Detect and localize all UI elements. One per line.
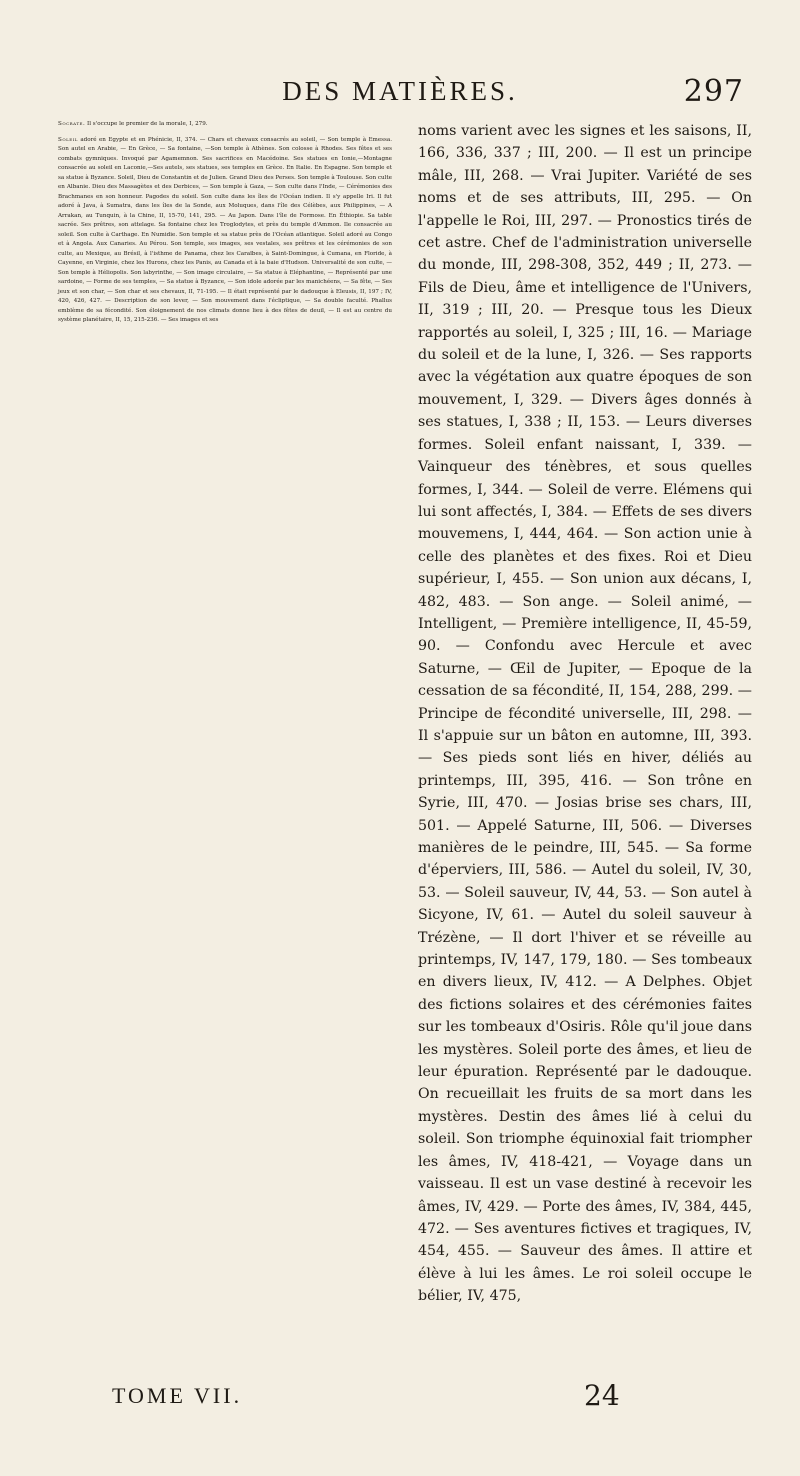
index-entry-socrate bbox=[58, 120, 392, 130]
entry-head-word: Soleil bbox=[58, 136, 78, 143]
right-column bbox=[418, 120, 752, 1314]
entry-head-word: Socrate. bbox=[58, 121, 86, 127]
sheet-number: 24 bbox=[584, 1379, 620, 1412]
page-footer bbox=[0, 1379, 800, 1423]
left-column bbox=[58, 120, 392, 1314]
page-header bbox=[0, 74, 800, 118]
index-entry-soleil bbox=[58, 136, 392, 326]
two-column-body bbox=[58, 120, 752, 1314]
entry-text: noms varient avec les signes et les saisons, II, 166, 336, 337 ; III, 200. — Il est un principe mâle, III, 268. — Vrai Jupiter. Variété de ses noms et de ses attributs, III, 295. — On l'appelle le Roi, III, 297. — Pronostics tirés de cet astre. Chef de l'administration universelle du monde, III, 298-308, 352, 449 ; II, 273. — Fils de Dieu, âme et intelligence de l'Univers, II, 319 ; III, 20. — Presque tous les Dieux rapportés au soleil, I, 325 ; III, 16. — Mariage du soleil et de la lune, I, 326. — Ses rapports avec la végétation aux quatre époques de son mouvement, I, 329. — Divers âges donnés à ses statues, I, 338 ; II, 153. — Leurs diverses formes. Soleil enfant naissant, I, 339. — Vainqueur des ténèbres, et sous quelles formes, I, 344. — Soleil de verre. Elémens qui lui sont affectés, I, 384. — Effets de ses divers mouvemens, I, 444, 464. — Son action unie à celle des planètes et des fixes. Roi et Dieu supérieur, I, 455. — Son union aux décans, I, 482, 483. — Son ange. — Soleil animé, — Intelligent, — Première intelligence, II, 45-59, 90. — Confondu avec Hercule et avec Saturne, — Œil de Jupiter, — Epoque de la cessation de sa fécondité, II, 154, 288, 299. — Principe de fécondité universelle, III, 298. — Il s'appuie sur un bâton en automne, III, 393. — Ses pieds sont liés en hiver, déliés au printemps, III, 395, 416. — Son trône en Syrie, III, 470. — Josias brise ses chars, III, 501. — Appelé Saturne, III, 506. — Diverses manières de le peindre, III, 545. — Sa forme d'éperviers, III, 586. — Autel du soleil, IV, 30, 53. — Soleil sauveur, IV, 44, 53. — Son autel à Sicyone, IV, 61. — Autel du soleil sauveur à Trézène, — Il dort l'hiver et se réveille au printemps, IV, 147, 179, 180. — Ses tombeaux en divers lieux, IV, 412. — A Delphes. Objet des fictions solaires et des cérémonies faites sur les tombeaux d'Osiris. Rôle qu'il joue dans les mystères. Soleil porte des âmes, et lieu de leur épuration. Représenté par le dadouque. On recueillait les fruits de sa mort dans les mystères. Destin des âmes lié à celui du soleil. Son triomphe équinoxial fait triompher les âmes, IV, 418-421, — Voyage dans un vaisseau. Il est un vase destiné à recevoir les âmes, IV, 429. — Porte des âmes, IV, 384, 445, 472. — Ses aventures fictives et tragiques, IV, 454, 455. — Sauveur des âmes. Il attire et élève à lui les âmes. Le roi soleil occupe le bélier, IV, 475, bbox=[418, 123, 752, 1305]
volume-signature: TOME VII. bbox=[112, 1383, 243, 1408]
page-number: 297 bbox=[683, 74, 744, 109]
entry-text: adoré en Egypte et en Phénicie, II, 374. — Chars et chevaux consacrés au soleil, — Son temple à Emessa. Son autel en Arabie, — En Grèce, — Sa fontaine, —Son temple à Athènes. Son colosse à Rhodes. Ses fêtes et ses combats gymniques. Invoqué par Agamemnon. Ses sacrifices en Macédoine. Ses statues en Ionie,—Montagne consacrée au soleil en Laconie,—Ses autels, ses statues, ses temples en Grèce. En Italie. En Espagne. Son temple et sa statue à Byzance. Soleil, Dieu de Constantin et de Julien. Grand Dieu des Perses. Son temple à Toulouse. Son culte en Albanie. Dieu des Massagètes et des Derbices, — Son temple à Gaza, — Son culte dans l'Inde, — Cérémonies des Brachmanes en son honneur. Pagodes du soleil. Son culte dans les îles de l'Océan indien. Il s'y appelle Iri. Il fut adoré à Java, à Sumatra, dans les îles de la Sonde, aux Moluques, dans l'île des Célèbes, aux Philippines, — A Arrakan, au Tunquin, à la Chine, II, 15-70, 141, 295. — Au Japon. Dans l'île de Formose. En Éthiopie. Sa table sacrée. Ses prêtres, son attelage. Sa fontaine chez les Troglodytes, et près du temple d'Ammon. Ile consacrée au soleil. Son culte à Carthage. En Numidie. Son temple et sa statue près de l'Océan atlantique. Soleil adoré au Congo et à Angola. Aux Canaries. Au Pérou. Son temple, ses images, ses vestales, ses prêtres et les cérémonies de son culte, au Mexique, au Brésil, à l'isthme de Panama, chez les Caraïbes, à Saint-Domingue, à Cumana, en Floride, à Cayenne, en Virginie, chez les Hurons, chez les Panis, au Canada et à la baie d'Hudson. Universalité de son culte, — Son temple à Héliopolis. Son labyrinthe, — Son image circulaire, — Sa statue à Eléphantine, — Représenté par une sardoine, — Forme de ses temples, — Sa statue à Byzance, — Son idole adorée par les manichéens, — Sa fête, — Ses jeux et son char, — Son char et ses chevaux, II, 71-195. — Il était représenté par le dadouque à Eleusis, II, 197 ; IV, 420, 426, 427. — Description de son lever, — Son mouvement dans l'écliptique, — Sa double faculté. Phallus emblème de sa fécondité. Son éloignement de nos climats donne lieu à des fêtes de deuil, — Il est au centre du système planétaire, II, 15, 215-236. — Ses images et ses bbox=[58, 136, 392, 323]
entry-text: Il s'occupe le premier de la morale, I, 279. bbox=[85, 121, 208, 127]
index-entry-soleil-continued bbox=[418, 120, 752, 1308]
running-head: DES MATIÈRES. bbox=[282, 76, 518, 106]
